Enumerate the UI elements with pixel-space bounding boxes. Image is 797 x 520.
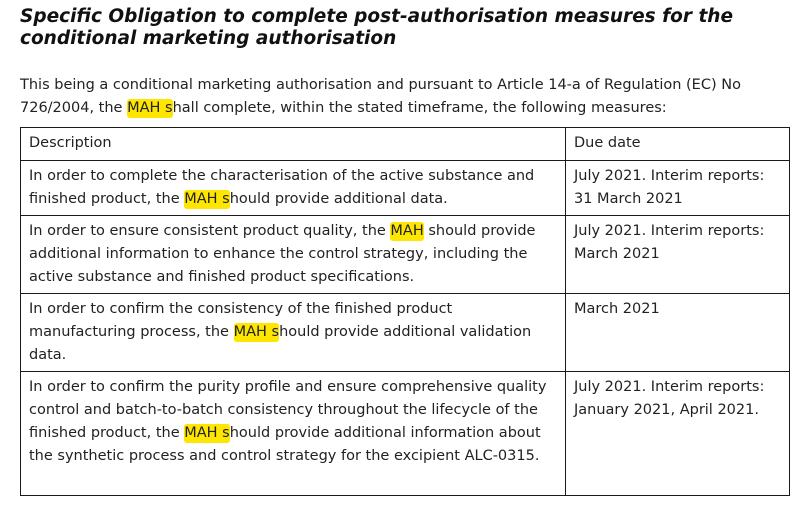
highlighted-text: MAH (390, 223, 424, 239)
description-text-before: In order to complete the characterisation of the active substance and finished product, the (29, 168, 535, 207)
column-header-description: Description (21, 128, 566, 161)
measures-table (20, 127, 790, 496)
intro-text-after: hall complete, within the stated timeframe, the following measures: (172, 100, 667, 116)
description-cell (21, 216, 566, 294)
intro-paragraph (20, 74, 790, 120)
page-title: Specific Obligation to complete post-authorisation measures for the conditional marketing authorisation (20, 6, 734, 49)
table-row (21, 216, 790, 294)
description-text-after: hould provide additional data. (229, 191, 448, 207)
due-date-cell: July 2021. Interim reports: 31 March 2021 (566, 161, 790, 216)
highlighted-text: MAH s (184, 191, 230, 207)
description-text-after: hould provide additional information about the synthetic process and control strategy for the excipient ALC-0315. (29, 425, 541, 464)
description-cell (21, 161, 566, 216)
description-text-after: should provide additional information to enhance the control strategy, including the active substance and finished product specifications. (29, 223, 536, 285)
table-row (21, 372, 790, 496)
due-date-cell: July 2021. Interim reports: January 2021, April 2021. (566, 372, 790, 496)
description-text-before: In order to confirm the purity profile and ensure comprehensive quality control and batch-to-batch consistency throughout the lifecycle of the finished product, the (29, 379, 547, 441)
highlighted-text: MAH s (233, 324, 280, 340)
due-date-cell: March 2021 (566, 294, 790, 372)
description-text-before: In order to ensure consistent product quality, the (29, 223, 391, 239)
due-date-cell: July 2021. Interim reports: March 2021 (566, 216, 790, 294)
table-row (21, 161, 790, 216)
description-cell (21, 372, 566, 496)
description-text-before: In order to confirm the consistency of the finished product manufacturing process, the (29, 301, 453, 340)
intro-text-before: This being a conditional marketing authorisation and pursuant to Article 14-a of Regulation (EC) No 726/2004, the (20, 77, 741, 116)
description-cell (21, 294, 566, 372)
highlighted-text: MAH s (184, 425, 230, 441)
table-header-row (21, 128, 790, 161)
description-text-after: hould provide additional validation data. (29, 324, 532, 363)
table-row (21, 294, 790, 372)
highlighted-text: MAH s (127, 100, 173, 116)
column-header-due-date: Due date (566, 128, 790, 161)
